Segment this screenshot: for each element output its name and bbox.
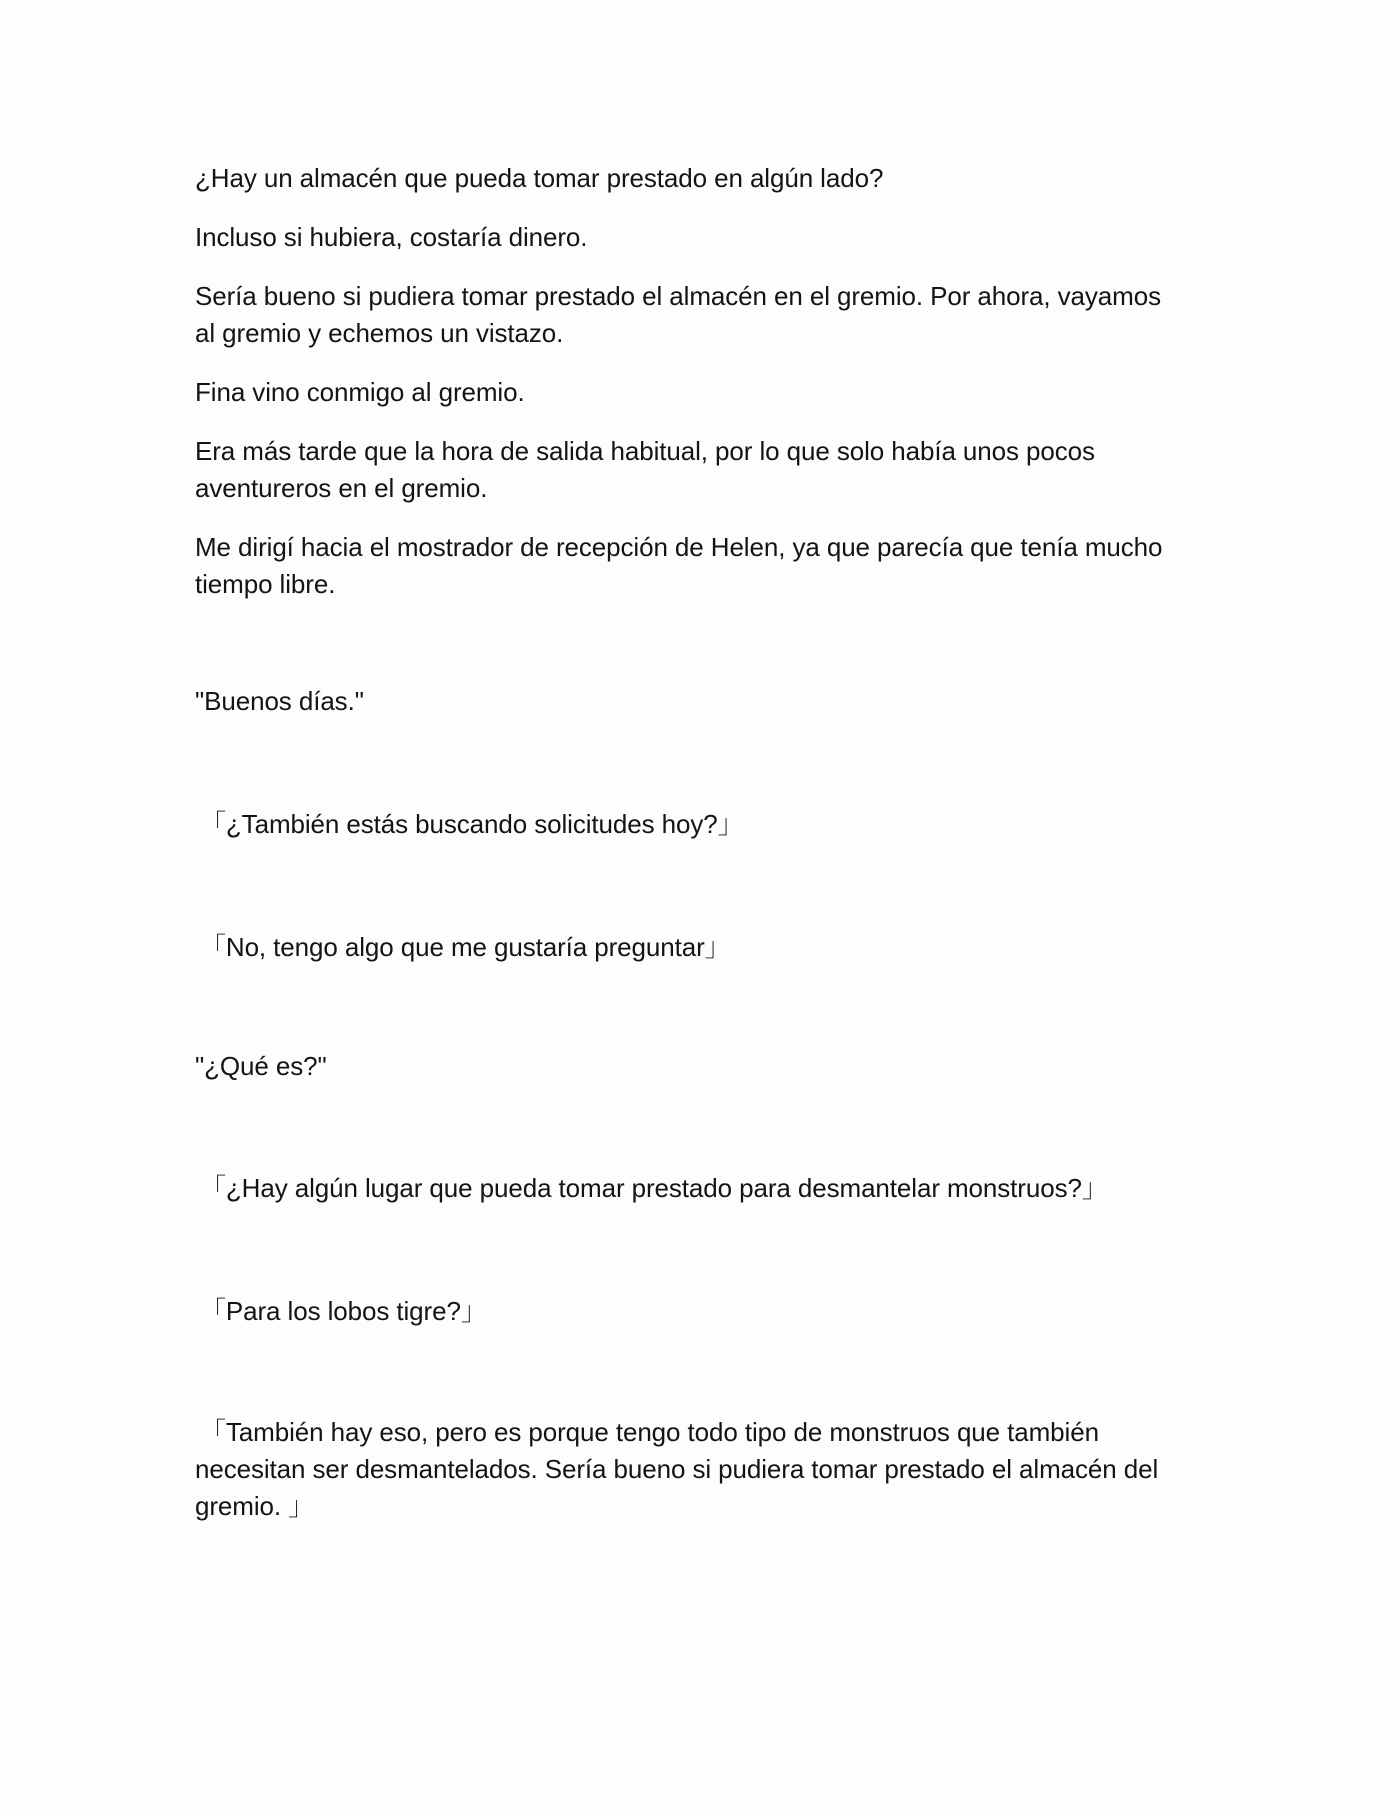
paragraph-6: Me dirigí hacia el mostrador de recepción de Helen, ya que parecía que tenía mucho tiempo libre. [195,532,1163,599]
paragraph-1: ¿Hay un almacén que pueda tomar prestado en algún lado? [195,163,884,193]
dialogue-line-1: "Buenos días." [195,686,364,716]
dialogue-line-7: 「También hay eso, pero es porque tengo todo tipo de monstruos que también necesitan ser desmantelados. Sería bueno si pudiera tomar prestado el almacén del gremio. 」 [195,1417,1159,1521]
dialogue-line-4: "¿Qué es?" [195,1051,327,1081]
paragraph-2: Incluso si hubiera, costaría dinero. [195,222,588,252]
dialogue-line-2: 「¿También estás buscando solicitudes hoy?」 [200,809,744,839]
paragraph-3: Sería bueno si pudiera tomar prestado el almacén en el gremio. Por ahora, vayamos al gremio y echemos un vistazo. [195,281,1161,348]
dialogue-line-3: 「No, tengo algo que me gustaría preguntar」 [200,932,731,962]
dialogue-line-5: 「¿Hay algún lugar que pueda tomar prestado para desmantelar monstruos?」 [200,1173,1108,1203]
dialogue-line-6: 「Para los lobos tigre?」 [200,1296,487,1326]
paragraph-4: Fina vino conmigo al gremio. [195,377,525,407]
paragraph-5: Era más tarde que la hora de salida habitual, por lo que solo había unos pocos aventureros en el gremio. [195,436,1095,503]
